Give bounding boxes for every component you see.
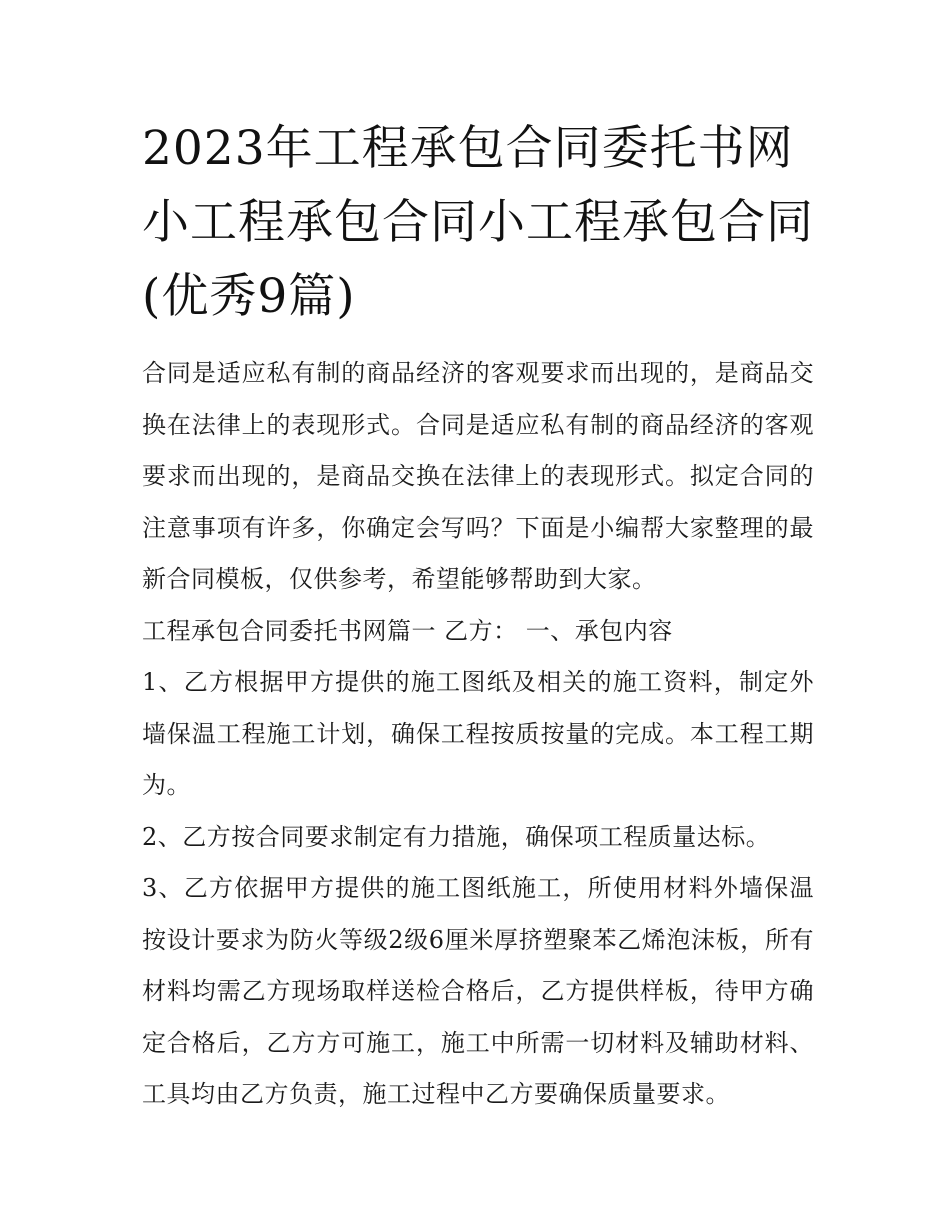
paragraph-item-2: 2、乙方按合同要求制定有力措施，确保项工程质量达标。: [142, 822, 771, 851]
paragraph-item-3: 3、乙方依据甲方提供的施工图纸施工，所使用材料外墙保温按设计要求为防火等级2级6厘米厚挤塑聚苯乙烯泡沫板，所有材料均需乙方现场取样送检合格后，乙方提供样板，待甲方确定合格后，乙方方可施工，施工中所需一切材料及辅助材料、工具均由乙方负责，施工过程中乙方要确保质量要求。: [142, 874, 814, 1108]
document-page: [142, 112, 814, 1121]
paragraph-item-1: 1、乙方根据甲方提供的施工图纸及相关的施工资料，制定外墙保温工程施工计划，确保工程按质按量的完成。本工程工期为。: [142, 668, 814, 799]
paragraph-section-heading: 工程承包合同委托书网篇一 乙方： 一、承包内容: [142, 616, 673, 645]
document-body: [142, 348, 814, 1121]
paragraph-intro: 合同是适应私有制的商品经济的客观要求而出现的，是商品交换在法律上的表现形式。合同是适应私有制的商品经济的客观要求而出现的，是商品交换在法律上的表现形式。拟定合同的注意事项有许多，你确定会写吗？下面是小编帮大家整理的最新合同模板，仅供参考，希望能够帮助到大家。: [142, 359, 814, 593]
document-title: 2023年工程承包合同委托书网小工程承包合同小工程承包合同(优秀9篇): [142, 121, 814, 324]
